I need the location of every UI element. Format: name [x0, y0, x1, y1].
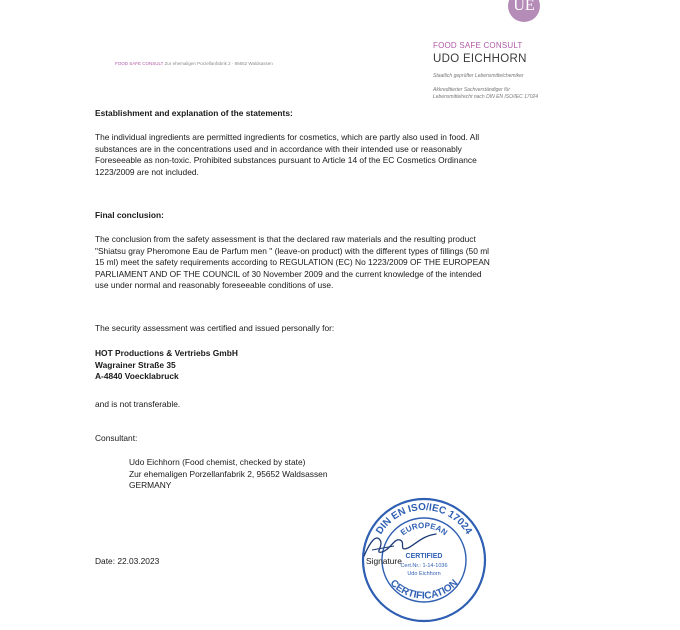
paragraph-line: "Shiatsu gray Pheromone Eau de Parfum men " (leave-on product) with the different types of fillings (50 ml [95, 245, 490, 256]
paragraph-line: use under normal and reasonably foreseeable conditions of use. [95, 280, 334, 291]
credential-line: Staatlich geprüfter Lebensmittelchemiker [433, 73, 524, 79]
stamp-cert-number: Cert.Nr.: 1-14-1036 [400, 563, 448, 569]
paragraph-line: The individual ingredients are permitted ingredients for cosmetics, which are partly also used in food. All [95, 132, 480, 142]
recipient-address [95, 348, 555, 383]
stamp-holder: Udo Eichhorn [407, 571, 441, 577]
stamp-certified: CERTIFIED [405, 553, 443, 560]
company-logo [508, 0, 540, 22]
recipient-city: A-4840 Voecklabruck [95, 371, 179, 382]
paragraph [95, 132, 555, 178]
sender-brand: FOOD SAFE CONSULT [115, 61, 164, 66]
not-transferable-text: and is not transferable. [95, 399, 181, 409]
paragraph-line: 1223/2009 are not included. [95, 166, 199, 177]
consultant-line: Udo Eichhorn (Food chemist, checked by state) [129, 457, 306, 467]
recipient-name: HOT Productions & Vertriebs GmbH [95, 348, 238, 358]
stamp-top-text: DIN EN ISO/IEC 17024 [374, 501, 474, 537]
consultant-line: Zur ehemaligen Porzellanfabrik 2, 95652 Waldsassen [129, 468, 328, 479]
certified-text: The security assessment was certified and issued personally for: [95, 323, 335, 333]
consultant-label: Consultant: [95, 433, 138, 443]
paragraph-line: PARLIAMENT AND OF THE COUNCIL of 30 November 2009 and the current knowledge of the intended [95, 268, 482, 279]
credential-line: Lebensmittelrecht nach DIN EN ISO/IEC 17024 [433, 94, 539, 100]
company-name: FOOD SAFE CONSULT [433, 41, 523, 50]
sender-address: Zur ehemaligen Porzellanfabrik 2 · 95652 Waldsassen [164, 61, 273, 66]
consultant-details [129, 457, 529, 492]
consultant-name-header: UDO EICHHORN [433, 53, 527, 65]
section-heading: Final conclusion: [95, 210, 164, 220]
recipient-street: Wagrainer Straße 35 [95, 359, 176, 370]
section-heading: Establishment and explanation of the statements: [95, 108, 293, 118]
paragraph-line: Foreseeable as non-toxic. Prohibited substances pursuant to Article 14 of the EC Cosmetics Ordinance [95, 155, 477, 166]
sender-address-line [115, 61, 273, 66]
stamp-inner-text: EUROPEAN [398, 520, 450, 538]
paragraph [95, 234, 555, 292]
paragraph-line: The conclusion from the safety assessment is that the declared raw materials and the resulting product [95, 234, 476, 244]
signature-label: Signature [366, 556, 402, 566]
paragraph-line: 15 ml) meet the safety requirements according to REGULATION (EC) No 1223/2009 OF THE EUROPEAN [95, 257, 490, 268]
paragraph-line: substances are in the concentrations used and in accordance with their intended use or reasonably [95, 143, 462, 154]
stamp-bottom-text: CERTIFICATION [387, 577, 461, 602]
logo-letters: UE [513, 0, 535, 14]
date-text: Date: 22.03.2023 [95, 556, 160, 566]
credential-line: Akkreditierter Sachverständiger für [433, 87, 510, 93]
consultant-line: GERMANY [129, 480, 172, 491]
